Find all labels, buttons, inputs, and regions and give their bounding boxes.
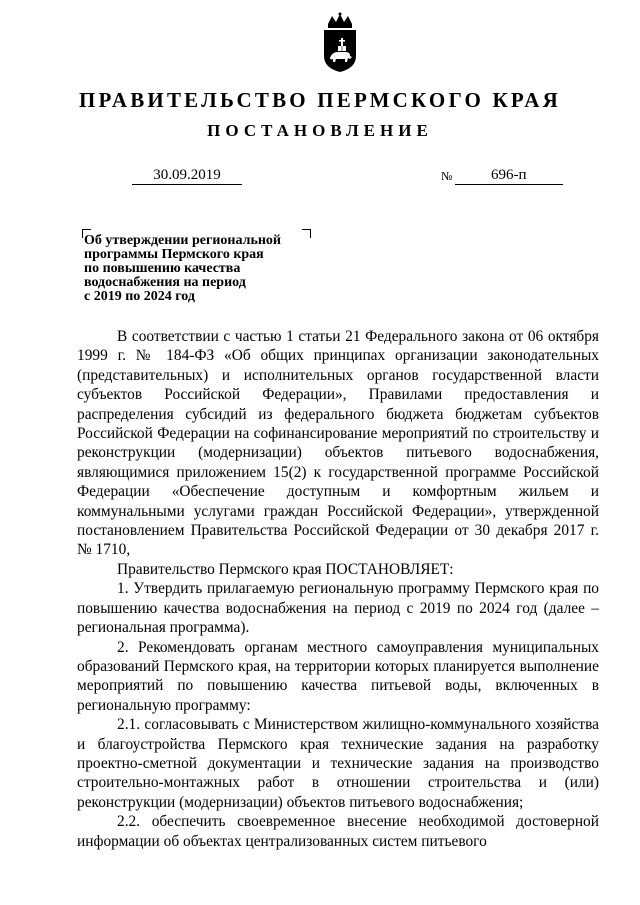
subject-line: Об утверждении региональной <box>84 233 281 248</box>
document-body <box>77 327 599 851</box>
paragraph-item-2-1: 2.1. согласовывать с Министерством жилищно-коммунального хозяйства и благоустройства Пермского края технические задания на разработку проектно-сметной документации и технические задания на производство строительно-монтажных работ в отношении строительства и (или) реконструкции (модернизации) объектов питьевого водоснабжения; <box>77 716 599 811</box>
government-title: ПРАВИТЕЛЬСТВО ПЕРМСКОГО КРАЯ <box>78 88 561 112</box>
paragraph-item-2-2: 2.2. обеспечить своевременное внесение необходимой достоверной информации об объектах централизованных систем питьевого <box>77 813 599 850</box>
subject-line: по повышению качества <box>84 261 241 276</box>
subject-line: программы Пермского края <box>84 247 264 262</box>
document-number: 696-п <box>455 166 563 185</box>
document-type: ПОСТАНОВЛЕНИЕ <box>207 121 433 140</box>
subject-line: с 2019 по 2024 год <box>84 289 195 304</box>
paragraph-preamble: В соответствии с частью 1 статьи 21 Федерального закона от 06 октября 1999 г. № 184-ФЗ «Об общих принципах организации законодательных (представительных) и исполнительных органов государственной власти субъектов Российской Федерации», Правилами предоставления и распределения субсидий из федерального бюджета бюджетам субъектов Российской Федерации на софинансирование мероприятий по строительству и реконструкции (модернизации) объектов питьевого водоснабжения, являющимися приложением 15(2) к государственной программе Российской Федерации «Обеспечение доступным и комфортным жильем и коммунальными услугами граждан Российской Федерации», утвержденной постановлением Правительства Российской Федерации от 30 декабря 2017 г. № 1710, <box>77 328 599 559</box>
document-subject <box>84 234 314 304</box>
subject-line: водоснабжения на период <box>84 275 246 290</box>
paragraph-item-1: 1. Утвердить прилагаемую региональную программу Пермского края по повышению качества водоснабжения на период с 2019 по 2024 год (далее – региональная программа). <box>77 580 599 637</box>
paragraph-item-2: 2. Рекомендовать органам местного самоуправления муниципальных образований Пермского края, на территории которых планируется выполнение мероприятий по повышению качества питьевой воды, включенных в региональную программу: <box>77 638 599 714</box>
coat-of-arms-emblem <box>318 12 362 74</box>
document-date: 30.09.2019 <box>132 166 242 185</box>
number-sign: № <box>441 169 453 183</box>
paragraph-resolves: Правительство Пермского края ПОСТАНОВЛЯЕТ: <box>117 560 454 578</box>
